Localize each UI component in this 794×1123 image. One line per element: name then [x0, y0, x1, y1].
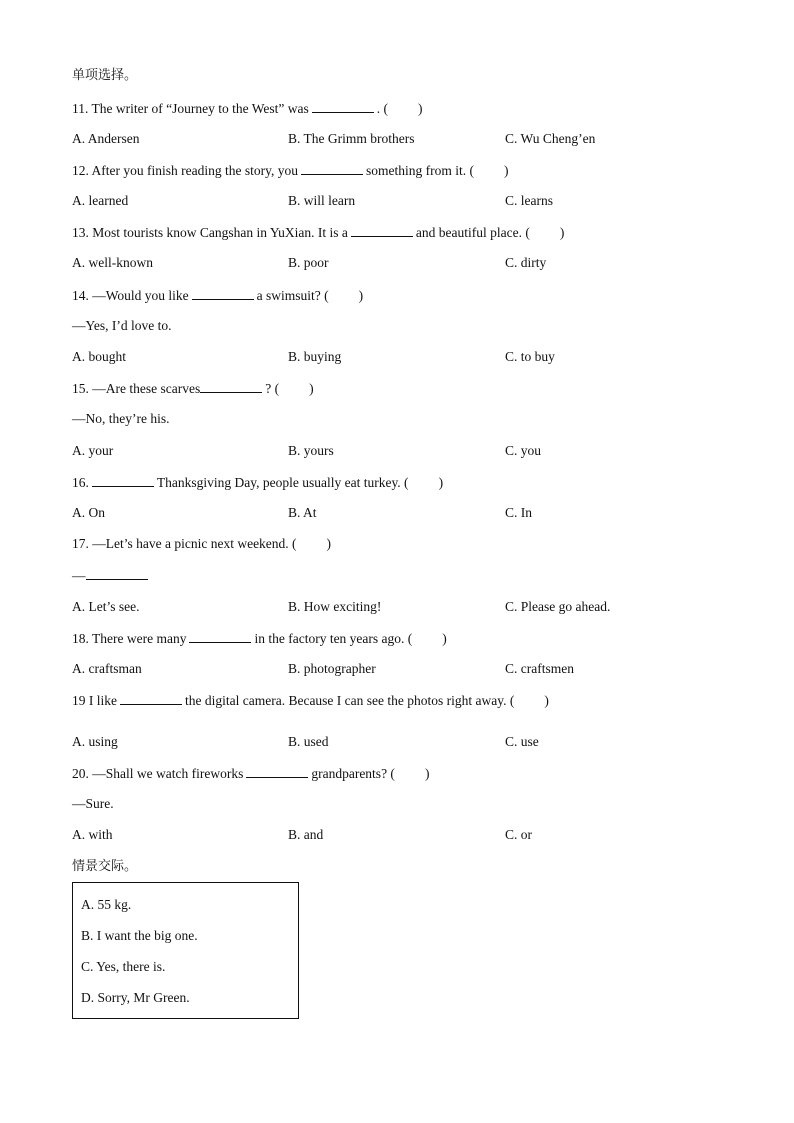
- reply-line: [72, 566, 151, 585]
- answer-blank[interactable]: [312, 99, 374, 113]
- question-number: 17.: [72, 536, 89, 551]
- question-text-after: something from it. (: [365, 163, 474, 178]
- paren-close: ): [503, 163, 509, 178]
- paren-close: ): [559, 225, 565, 240]
- question-text: I like: [88, 693, 117, 708]
- question-text: Most tourists know Cangshan in YuXian. It is a: [92, 225, 348, 240]
- option-c[interactable]: C. you: [505, 443, 542, 458]
- option-b[interactable]: B. poor: [288, 255, 329, 270]
- option-b[interactable]: B. will learn: [288, 193, 356, 208]
- paren-close: ): [442, 631, 447, 646]
- question-number: 19: [72, 693, 86, 708]
- paren-close: ): [358, 288, 364, 303]
- question-text: After you finish reading the story, you: [91, 163, 298, 178]
- question-text-after: ? (: [265, 381, 280, 396]
- question-19: [72, 691, 549, 710]
- option-b[interactable]: B. photographer: [288, 661, 376, 676]
- paren-close: ): [544, 693, 549, 708]
- option-c[interactable]: C. dirty: [505, 255, 547, 270]
- choice-item: A. 55 kg.: [81, 897, 132, 912]
- answer-blank[interactable]: [92, 473, 154, 487]
- choice-item: D. Sorry, Mr Green.: [81, 990, 190, 1005]
- choice-item: B. I want the big one.: [81, 928, 198, 943]
- option-c[interactable]: C. learns: [505, 193, 553, 208]
- option-a[interactable]: A. Andersen: [72, 131, 140, 146]
- option-c[interactable]: C. use: [505, 734, 539, 749]
- question-text-after: grandparents? (: [311, 766, 395, 781]
- question-text-after: in the factory ten years ago. (: [254, 631, 413, 646]
- option-b[interactable]: B. How exciting!: [288, 599, 382, 614]
- reply-line: —Yes, I’d love to.: [72, 318, 172, 333]
- option-b[interactable]: B. The Grimm brothers: [288, 131, 415, 146]
- option-a[interactable]: A. using: [72, 734, 118, 749]
- choice-item: C. Yes, there is.: [81, 959, 166, 974]
- answer-blank[interactable]: [351, 223, 413, 237]
- question-number: 16.: [72, 475, 89, 490]
- option-a[interactable]: A. Let’s see.: [72, 599, 140, 614]
- option-a[interactable]: A. learned: [72, 193, 129, 208]
- question-number: 11.: [72, 101, 89, 116]
- option-b[interactable]: B. At: [288, 505, 317, 520]
- question-text: There were many: [92, 631, 187, 646]
- reply-line: —Sure.: [72, 796, 114, 811]
- option-c[interactable]: C. Wu Cheng’en: [505, 131, 596, 146]
- question-number: 14.: [72, 288, 89, 303]
- option-a[interactable]: A. with: [72, 827, 113, 842]
- question-14: [72, 286, 363, 305]
- answer-choices-box: [72, 882, 299, 1019]
- option-a[interactable]: A. well-known: [72, 255, 153, 270]
- reply-line: —No, they’re his.: [72, 411, 170, 426]
- question-number: 15.: [72, 381, 89, 396]
- answer-blank[interactable]: [246, 764, 308, 778]
- paren-close: ): [438, 475, 444, 490]
- answer-blank[interactable]: [189, 629, 251, 643]
- option-c[interactable]: C. craftsmen: [505, 661, 574, 676]
- section-title-dialogue: 情景交际。: [72, 859, 138, 874]
- answer-blank[interactable]: [120, 691, 182, 705]
- question-17: [72, 535, 331, 553]
- reply-dash: —: [72, 568, 86, 583]
- option-b[interactable]: B. and: [288, 827, 324, 842]
- option-a[interactable]: A. bought: [72, 349, 126, 364]
- question-text: —Would you like: [92, 288, 189, 303]
- question-text: —Let’s have a picnic next weekend. (: [92, 536, 297, 551]
- option-c[interactable]: C. to buy: [505, 349, 555, 364]
- option-b[interactable]: B. yours: [288, 443, 334, 458]
- question-text-after: . (: [376, 101, 388, 116]
- question-text: —Shall we watch fireworks: [92, 766, 244, 781]
- question-number: 18.: [72, 631, 89, 646]
- question-number: 13.: [72, 225, 89, 240]
- question-16: [72, 473, 443, 492]
- answer-blank[interactable]: [192, 286, 254, 300]
- option-b[interactable]: B. used: [288, 734, 329, 749]
- question-text: The writer of “Journey to the West” was: [91, 101, 309, 116]
- question-text-after: Thanksgiving Day, people usually eat turkey. (: [156, 475, 409, 490]
- question-11: [72, 99, 423, 118]
- answer-blank[interactable]: [301, 161, 363, 175]
- question-13: [72, 223, 564, 242]
- option-c[interactable]: C. Please go ahead.: [505, 599, 611, 614]
- question-text-after: the digital camera. Because I can see the photos right away. (: [185, 693, 515, 708]
- answer-blank[interactable]: [200, 379, 262, 393]
- answer-blank[interactable]: [86, 566, 148, 580]
- question-18: [72, 629, 447, 648]
- paren-close: ): [309, 381, 314, 396]
- option-a[interactable]: A. On: [72, 505, 105, 520]
- option-a[interactable]: A. craftsman: [72, 661, 142, 676]
- paren-close: ): [418, 101, 423, 116]
- question-number: 20.: [72, 766, 89, 781]
- paren-close: ): [424, 766, 430, 781]
- question-12: [72, 161, 508, 180]
- option-b[interactable]: B. buying: [288, 349, 342, 364]
- option-a[interactable]: A. your: [72, 443, 114, 458]
- option-c[interactable]: C. or: [505, 827, 532, 842]
- question-number: 12.: [72, 163, 89, 178]
- question-20: [72, 764, 429, 783]
- paren-close: ): [326, 536, 332, 551]
- section-title-single-choice: 单项选择。: [72, 68, 138, 83]
- option-c[interactable]: C. In: [505, 505, 532, 520]
- question-15: [72, 379, 314, 398]
- question-text: —Are these scarves: [92, 381, 201, 396]
- question-text-after: a swimsuit? (: [256, 288, 329, 303]
- question-text-after: and beautiful place. (: [415, 225, 530, 240]
